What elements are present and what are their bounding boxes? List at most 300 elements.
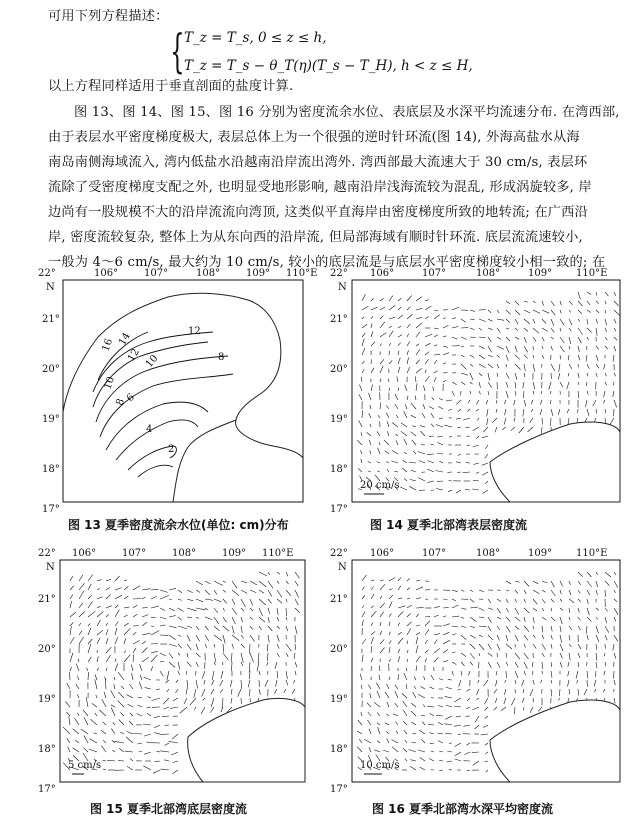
svg-text:21°: 21°: [330, 594, 348, 605]
velocity-arrow: [483, 427, 488, 432]
velocity-arrow: [137, 705, 142, 707]
velocity-arrow: [587, 337, 589, 340]
velocity-arrow: [542, 644, 546, 650]
velocity-arrow: [456, 490, 461, 493]
velocity-arrow: [77, 694, 79, 698]
equation-1: T_z = T_s, 0 ≤ z ≤ h,: [184, 30, 327, 46]
velocity-arrow: [439, 751, 443, 752]
velocity-arrow: [524, 355, 528, 358]
velocity-arrow: [205, 626, 209, 630]
velocity-arrow: [461, 364, 466, 369]
velocity-arrow: [416, 383, 417, 391]
velocity-arrow: [596, 581, 598, 587]
velocity-arrow: [560, 328, 561, 331]
velocity-arrow: [434, 354, 440, 355]
velocity-arrow: [596, 292, 597, 296]
velocity-arrow: [542, 626, 543, 632]
velocity-arrow: [362, 348, 365, 355]
velocity-arrow: [423, 404, 425, 409]
velocity-arrow: [187, 680, 188, 689]
velocity-arrow: [97, 620, 100, 626]
velocity-arrow: [504, 400, 506, 404]
velocity-arrow: [542, 301, 544, 306]
velocity-arrow: [446, 705, 452, 707]
velocity-arrow: [222, 698, 223, 708]
velocity-arrow: [448, 679, 452, 680]
svg-text:17°: 17°: [42, 504, 60, 515]
velocity-arrow: [398, 598, 402, 599]
velocity-arrow: [452, 307, 459, 310]
velocity-arrow: [425, 306, 431, 310]
velocity-arrow: [403, 721, 407, 725]
velocity-arrow: [461, 373, 468, 375]
velocity-arrow: [155, 761, 160, 762]
velocity-arrow: [398, 611, 403, 617]
velocity-arrow: [605, 310, 606, 313]
velocity-arrow: [569, 635, 570, 641]
velocity-arrow: [115, 595, 122, 599]
svg-text:N: N: [46, 282, 55, 293]
velocity-arrow: [384, 440, 389, 445]
velocity-arrow: [418, 750, 425, 752]
velocity-arrow: [380, 584, 385, 590]
velocity-arrow: [587, 301, 590, 305]
velocity-arrow: [596, 644, 597, 650]
velocity-arrow: [569, 337, 571, 344]
svg-text:20°: 20°: [42, 364, 60, 375]
velocity-arrow: [112, 750, 115, 752]
velocity-arrow: [560, 635, 562, 643]
velocity-arrow: [153, 770, 160, 773]
velocity-arrow: [119, 720, 124, 726]
velocity-arrow: [196, 581, 203, 585]
velocity-arrow: [524, 364, 525, 371]
velocity-arrow: [389, 305, 395, 310]
velocity-arrow: [496, 671, 497, 675]
velocity-arrow: [410, 766, 416, 770]
svg-text:20 cm/s: 20 cm/s: [360, 480, 400, 491]
velocity-arrow: [578, 581, 581, 585]
velocity-arrow: [407, 598, 410, 599]
velocity-arrow: [151, 666, 153, 671]
velocity-arrow: [524, 301, 528, 302]
velocity-arrow: [196, 644, 198, 650]
velocity-arrow: [176, 680, 178, 683]
velocity-arrow: [416, 598, 421, 599]
velocity-arrow: [448, 409, 452, 411]
velocity-arrow: [204, 680, 205, 684]
velocity-arrow: [401, 431, 407, 436]
velocity-arrow: [142, 633, 151, 635]
velocity-arrow: [468, 400, 470, 403]
velocity-arrow: [362, 620, 363, 626]
velocity-arrow: [449, 436, 452, 437]
velocity-arrow: [241, 635, 244, 638]
velocity-arrow: [533, 328, 539, 333]
velocity-arrow: [569, 310, 571, 312]
velocity-arrow: [411, 415, 416, 418]
velocity-arrow: [515, 662, 518, 668]
velocity-arrow: [407, 396, 408, 400]
velocity-arrow: [430, 687, 434, 689]
velocity-arrow: [524, 635, 528, 640]
svg-text:N: N: [338, 282, 347, 293]
velocity-arrow: [443, 353, 449, 355]
svg-text:8: 8: [218, 352, 225, 363]
svg-text:108°: 108°: [476, 268, 501, 279]
velocity-arrow: [164, 760, 169, 761]
velocity-arrow: [524, 310, 530, 313]
velocity-arrow: [151, 631, 159, 635]
velocity-arrow: [205, 644, 207, 648]
velocity-arrow: [70, 576, 73, 581]
velocity-arrow: [533, 680, 534, 685]
velocity-arrow: [115, 588, 122, 590]
velocity-arrow: [111, 690, 115, 698]
velocity-arrow: [380, 612, 384, 617]
velocity-arrow: [147, 713, 151, 716]
velocity-arrow: [485, 743, 488, 745]
fig15-svg: [38, 542, 308, 795]
velocity-arrow: [106, 614, 109, 617]
velocity-arrow: [467, 689, 471, 691]
para-line-2: 由于表层水平密度梯度极大, 表层总体上为一个很强的逆时针环流(图 14), 外海高盐水从海: [48, 130, 580, 145]
velocity-arrow: [97, 668, 99, 671]
velocity-arrow: [416, 666, 417, 672]
velocity-arrow: [404, 411, 407, 418]
velocity-arrow: [434, 345, 437, 346]
velocity-arrow: [504, 689, 506, 695]
velocity-arrow: [596, 364, 599, 368]
velocity-arrow: [605, 608, 608, 611]
velocity-arrow: [524, 581, 529, 587]
velocity-arrow: [486, 445, 489, 449]
velocity-arrow: [395, 404, 398, 409]
velocity-arrow: [144, 734, 151, 736]
velocity-arrow: [241, 626, 242, 633]
velocity-arrow: [470, 617, 476, 622]
velocity-arrow: [212, 680, 214, 685]
velocity-arrow: [459, 680, 461, 687]
para-line-1: 图 13、图 14、图 15、图 16 分别为密度流余水位、表底层及水深平均流速分布. 在湾西部,: [74, 105, 620, 120]
velocity-arrow: [88, 644, 91, 653]
velocity-arrow: [115, 628, 117, 635]
velocity-arrow: [542, 617, 546, 620]
velocity-arrow: [585, 400, 587, 407]
velocity-arrow: [295, 644, 296, 650]
velocity-arrow: [429, 407, 434, 410]
velocity-arrow: [485, 454, 488, 458]
velocity-arrow: [286, 599, 287, 602]
velocity-arrow: [412, 722, 416, 725]
velocity-arrow: [416, 360, 420, 364]
velocity-arrow: [416, 323, 422, 328]
velocity-arrow: [524, 608, 530, 613]
velocity-arrow: [470, 310, 475, 311]
velocity-arrow: [411, 470, 416, 472]
velocity-arrow: [596, 662, 597, 668]
velocity-arrow: [470, 635, 476, 638]
velocity-arrow: [461, 608, 466, 609]
velocity-arrow: [407, 350, 409, 355]
velocity-arrow: [259, 581, 266, 587]
velocity-arrow: [377, 712, 380, 716]
velocity-arrow: [578, 373, 579, 378]
velocity-arrow: [524, 328, 528, 332]
velocity-arrow: [97, 580, 102, 581]
velocity-arrow: [587, 590, 590, 595]
velocity-arrow: [389, 601, 392, 608]
velocity-arrow: [241, 599, 246, 607]
velocity-arrow: [361, 712, 362, 716]
velocity-arrow: [560, 581, 563, 586]
velocity-arrow: [438, 733, 444, 734]
svg-text:21°: 21°: [42, 314, 60, 325]
velocity-arrow: [151, 644, 158, 645]
velocity-arrow: [613, 644, 614, 651]
velocity-arrow: [558, 373, 560, 379]
velocity-arrow: [497, 346, 504, 349]
velocity-arrow: [488, 310, 491, 313]
svg-text:20°: 20°: [330, 644, 348, 655]
velocity-arrow: [214, 626, 220, 631]
velocity-arrow: [138, 697, 142, 698]
velocity-arrow: [371, 637, 374, 644]
velocity-arrow: [533, 581, 538, 584]
velocity-arrow: [560, 319, 564, 325]
velocity-arrow: [578, 391, 579, 398]
velocity-arrow: [369, 729, 371, 734]
velocity-arrow: [161, 769, 170, 770]
velocity-arrow: [497, 319, 504, 320]
velocity-arrow: [444, 724, 452, 725]
velocity-arrow: [532, 662, 533, 667]
velocity-arrow: [437, 481, 443, 482]
velocity-arrow: [605, 382, 607, 385]
velocity-arrow: [377, 741, 380, 743]
velocity-arrow: [358, 468, 362, 472]
velocity-arrow: [416, 637, 418, 644]
velocity-arrow: [569, 319, 572, 325]
svg-text:109°: 109°: [222, 548, 247, 559]
velocity-arrow: [79, 631, 82, 635]
velocity-arrow: [533, 355, 534, 358]
velocity-arrow: [411, 742, 416, 743]
velocity-arrow: [295, 671, 296, 675]
velocity-arrow: [494, 707, 497, 710]
velocity-arrow: [223, 635, 225, 644]
velocity-arrow: [436, 425, 443, 428]
velocity-arrow: [214, 608, 218, 613]
velocity-arrow: [162, 716, 169, 717]
velocity-arrow: [542, 310, 549, 313]
para-line-7: 一般为 4～6 cm/s, 最大约为 10 cm/s, 较小的底层流是与底层水平密度梯度较小相一致的; 在: [48, 255, 606, 270]
velocity-arrow: [368, 471, 371, 472]
velocity-arrow: [425, 343, 430, 346]
velocity-arrow: [578, 346, 579, 352]
velocity-arrow: [596, 409, 597, 413]
velocity-arrow: [95, 679, 97, 689]
velocity-arrow: [506, 635, 508, 641]
velocity-arrow: [551, 337, 554, 339]
velocity-arrow: [560, 599, 562, 602]
velocity-arrow: [380, 315, 383, 319]
velocity-arrow: [380, 307, 385, 310]
velocity-arrow: [614, 319, 616, 323]
velocity-arrow: [488, 617, 491, 623]
velocity-arrow: [567, 382, 569, 389]
velocity-arrow: [111, 705, 115, 707]
velocity-arrow: [605, 346, 608, 349]
velocity-arrow: [560, 310, 561, 313]
velocity-arrow: [359, 739, 362, 743]
velocity-arrow: [286, 671, 287, 679]
velocity-arrow: [88, 657, 91, 662]
velocity-arrow: [202, 671, 205, 679]
velocity-arrow: [360, 450, 362, 454]
velocity-arrow: [614, 292, 616, 296]
velocity-arrow: [392, 422, 398, 427]
velocity-arrow: [402, 460, 407, 463]
velocity-arrow: [614, 635, 618, 641]
velocity-arrow: [407, 324, 410, 328]
velocity-arrow: [425, 359, 429, 364]
velocity-arrow: [410, 760, 416, 761]
velocity-arrow: [551, 319, 554, 326]
velocity-arrow: [397, 376, 398, 382]
velocity-arrow: [470, 662, 473, 665]
velocity-arrow: [605, 301, 606, 304]
svg-text:21°: 21°: [38, 594, 56, 605]
velocity-arrow: [407, 650, 408, 653]
velocity-arrow: [220, 689, 223, 693]
velocity-arrow: [115, 663, 118, 671]
velocity-arrow: [473, 427, 479, 431]
velocity-arrow: [106, 579, 111, 581]
velocity-arrow: [418, 694, 425, 698]
velocity-arrow: [452, 626, 458, 627]
velocity-arrow: [595, 671, 596, 677]
velocity-arrow: [268, 617, 269, 623]
velocity-arrow: [482, 472, 488, 475]
velocity-arrow: [551, 310, 555, 315]
velocity-arrow: [286, 653, 288, 657]
figure-15-caption: 图 15 夏季北部湾底层密度流: [90, 802, 248, 816]
velocity-arrow: [515, 310, 520, 315]
velocity-arrow: [461, 319, 466, 322]
velocity-arrow: [169, 653, 173, 658]
velocity-arrow: [614, 400, 617, 407]
velocity-arrow: [250, 698, 251, 702]
velocity-arrow: [362, 410, 363, 418]
figure-13-caption: 图 13 夏季密度流余水位(单位: cm)分布: [68, 518, 289, 532]
velocity-arrow: [196, 608, 206, 610]
velocity-arrow: [586, 626, 587, 634]
velocity-arrow: [137, 714, 142, 716]
velocity-arrow: [587, 328, 592, 332]
velocity-arrow: [533, 590, 539, 594]
velocity-arrow: [551, 617, 555, 621]
velocity-arrow: [485, 481, 488, 484]
velocity-arrow: [475, 716, 479, 722]
velocity-arrow: [223, 590, 226, 592]
velocity-arrow: [569, 301, 573, 305]
velocity-arrow: [371, 580, 374, 581]
velocity-arrow: [578, 572, 583, 577]
velocity-arrow: [267, 644, 268, 652]
velocity-arrow: [377, 723, 380, 725]
velocity-arrow: [223, 653, 228, 660]
velocity-arrow: [467, 445, 470, 446]
velocity-arrow: [506, 599, 508, 603]
velocity-arrow: [551, 635, 552, 639]
equation-brace: {: [170, 24, 185, 78]
velocity-arrow: [367, 432, 371, 436]
svg-text:14: 14: [117, 330, 133, 348]
velocity-arrow: [277, 644, 279, 649]
velocity-arrow: [551, 608, 552, 611]
velocity-arrow: [413, 733, 416, 734]
velocity-arrow: [101, 730, 106, 734]
velocity-arrow: [371, 368, 374, 373]
velocity-arrow: [416, 368, 422, 373]
velocity-arrow: [473, 445, 479, 447]
velocity-arrow: [295, 608, 300, 613]
velocity-arrow: [223, 626, 229, 631]
velocity-arrow: [404, 452, 407, 454]
velocity-arrow: [540, 400, 542, 405]
velocity-arrow: [84, 736, 88, 744]
velocity-arrow: [596, 617, 598, 620]
velocity-arrow: [111, 708, 115, 717]
velocity-arrow: [99, 710, 106, 716]
velocity-arrow: [165, 743, 170, 746]
velocity-arrow: [268, 608, 270, 614]
velocity-arrow: [428, 724, 434, 725]
velocity-arrow: [445, 733, 452, 734]
velocity-arrow: [595, 689, 597, 692]
velocity-arrow: [473, 707, 479, 710]
velocity-arrow: [533, 698, 534, 702]
velocity-arrow: [506, 653, 507, 658]
velocity-arrow: [550, 418, 551, 426]
velocity-arrow: [268, 581, 273, 588]
velocity-arrow: [523, 391, 524, 398]
velocity-arrow: [409, 462, 416, 463]
velocity-arrow: [437, 442, 443, 445]
velocity-arrow: [241, 590, 247, 593]
velocity-arrow: [92, 703, 97, 707]
velocity-arrow: [419, 730, 425, 734]
velocity-arrow: [515, 626, 519, 630]
svg-text:5 cm/s: 5 cm/s: [68, 760, 102, 771]
velocity-arrow: [398, 307, 401, 310]
velocity-arrow: [389, 331, 393, 337]
velocity-arrow: [515, 382, 516, 389]
velocity-arrow: [578, 644, 581, 649]
velocity-arrow: [371, 316, 373, 319]
velocity-arrow: [515, 391, 516, 396]
velocity-arrow: [568, 680, 570, 687]
velocity-arrow: [395, 685, 398, 689]
velocity-arrow: [481, 734, 488, 735]
velocity-arrow: [416, 349, 420, 355]
velocity-arrow: [203, 698, 205, 701]
velocity-arrow: [214, 599, 221, 602]
velocity-arrow: [125, 751, 133, 752]
velocity-arrow: [111, 728, 115, 734]
velocity-arrow: [596, 346, 599, 349]
